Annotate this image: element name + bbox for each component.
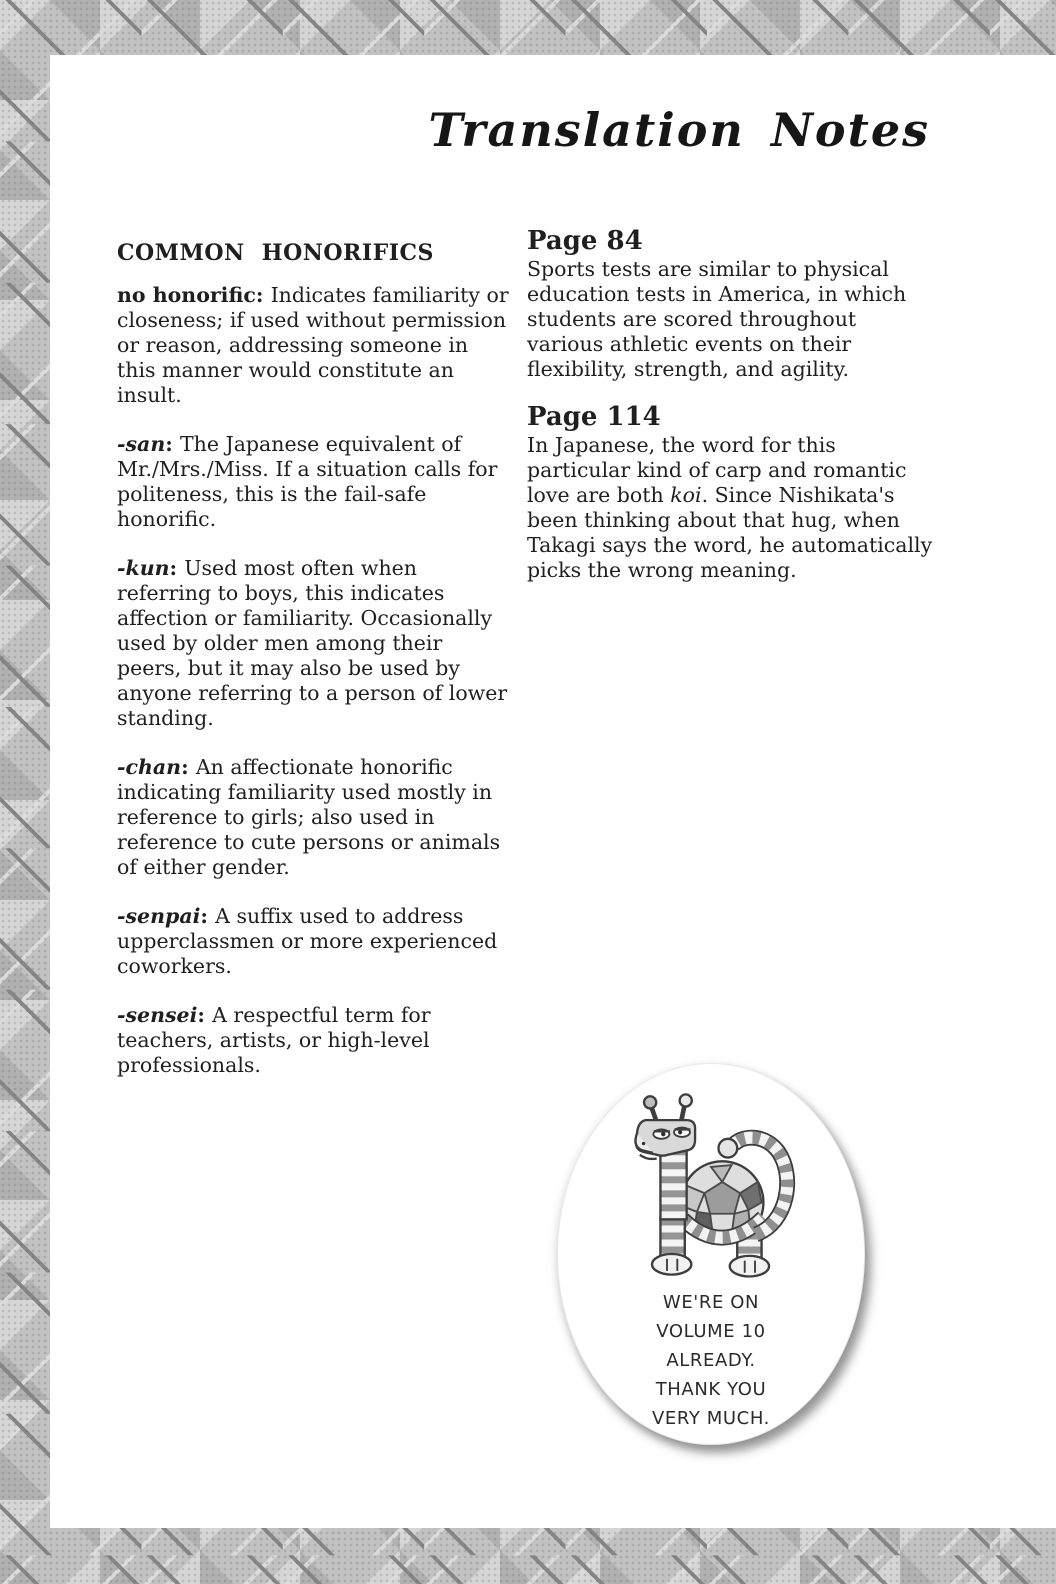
note-text (527, 433, 935, 583)
honorific-entry (117, 432, 509, 532)
honorific-entry (117, 556, 509, 731)
honorific-entry (117, 283, 509, 408)
note-text-part: . Since Nishikata's been thinking about that hug, when Takagi says the word, he automatically picks the wrong meaning. (527, 483, 933, 582)
honorific-term: -san (117, 432, 166, 456)
note-italic-word: koi (670, 483, 702, 507)
giraffe-turtle-mascot-icon (608, 1090, 814, 1286)
note-heading: Page 114 (527, 402, 661, 432)
translation-notes-page (50, 55, 1056, 1528)
badge-caption-line: ALREADY. (666, 1350, 756, 1371)
honorific-term: no honorific (117, 283, 256, 307)
honorific-text: Indicates familiarity or closeness; if used without permission or reason, addressing someone in this manner would constitute an insult. (117, 283, 509, 407)
badge-caption-line: THANK YOU (655, 1379, 767, 1400)
separator: : (255, 283, 271, 307)
honorific-text: The Japanese equivalent of Mr./Mrs./Miss. If a situation calls for politeness, this is the fail-safe honorific. (117, 432, 498, 531)
note-text-part: In Japanese, the word for this particular kind of carp and romantic love are both (527, 433, 907, 507)
honorific-entry (117, 1003, 509, 1078)
honorific-entry (117, 755, 509, 880)
honorifics-section (117, 241, 509, 1102)
separator: : (169, 556, 185, 580)
honorific-text: Used most often when referring to boys, this indicates affection or familiarity. Occasionally used by older men among their peers, but it may also be used by anyone referring to a person of lower standing. (117, 556, 508, 730)
separator: : (200, 904, 216, 928)
honorifics-heading: COMMON HONORIFICS (117, 240, 434, 266)
mascot-badge (557, 1063, 865, 1445)
separator: : (181, 755, 196, 779)
honorific-term: -senpai (117, 904, 201, 928)
badge-caption (558, 1288, 864, 1433)
page-title: Translation Notes (428, 103, 930, 157)
honorific-entry (117, 904, 509, 979)
honorific-term: -sensei (117, 1003, 198, 1027)
honorific-text: A respectful term for teachers, artists, or high-level professionals. (117, 1003, 431, 1077)
separator: : (165, 432, 180, 456)
badge-caption-line: WE'RE ON (662, 1292, 760, 1313)
honorific-term: -kun (117, 556, 170, 580)
page-notes-section (527, 226, 935, 583)
note-heading: Page 84 (527, 226, 643, 256)
honorific-text: An affectionate honorific indicating familiarity used mostly in reference to girls; also used in reference to cute persons or animals of either gender. (117, 755, 501, 879)
badge-caption-line: VOLUME 10 (656, 1321, 766, 1342)
note-text: Sports tests are similar to physical education tests in America, in which students are scored throughout various athletic events on their flexibility, strength, and agility. (527, 257, 907, 381)
honorific-text: A suffix used to address upperclassmen or more experienced coworkers. (117, 904, 498, 978)
honorific-term: -chan (117, 755, 182, 779)
badge-caption-line: VERY MUCH. (652, 1408, 770, 1429)
separator: : (197, 1003, 213, 1027)
